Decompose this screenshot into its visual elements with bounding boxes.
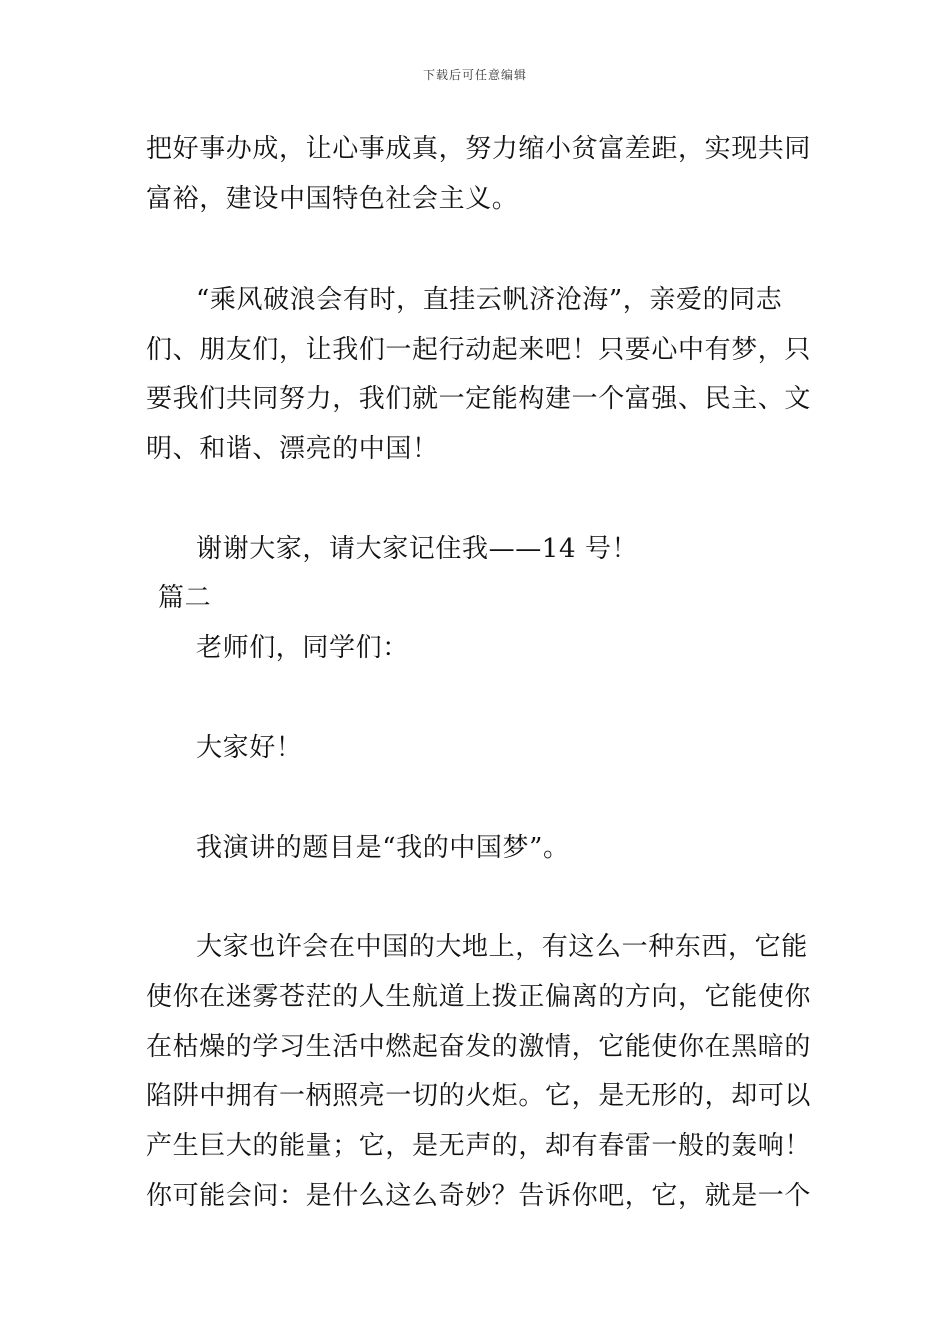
text-line: 大家好！ — [196, 733, 303, 763]
text-line: 我演讲的题目是“我的中国梦”。 — [196, 833, 570, 863]
text-line: 陷阱中拥有一柄照亮一切的火炬。它，是无形的，却可以 — [146, 1081, 812, 1111]
text-line: 要我们共同努力，我们就一定能构建一个富强、民主、文 — [146, 384, 812, 414]
text-line: 大家也许会在中国的大地上，有这么一种东西，它能 — [196, 932, 808, 962]
text-line: 富裕，建设中国特色社会主义。 — [146, 184, 519, 214]
text-line: 在枯燥的学习生活中燃起奋发的激情，它能使你在黑暗的 — [146, 1032, 812, 1062]
text-line: 谢谢大家，请大家记住我——14 号！ — [196, 534, 639, 564]
text-line: 明、和谐、漂亮的中国！ — [146, 434, 439, 464]
text-line: 你可能会问：是什么这么奇妙？告诉你吧，它，就是一个 — [146, 1181, 812, 1211]
text-line: 使你在迷雾苍茫的人生航道上拨正偏离的方向，它能使你 — [146, 982, 812, 1012]
text-line: 把好事办成，让心事成真，努力缩小贫富差距，实现共同 — [146, 134, 812, 164]
page-header: 下载后可任意编辑 — [422, 68, 527, 82]
text-line: “乘风破浪会有时，直挂云帆济沧海”，亲爱的同志 — [196, 285, 783, 315]
text-line: 产生巨大的能量；它，是无声的，却有春雷一般的轰响！ — [146, 1131, 812, 1161]
section-heading: 篇二 — [158, 583, 212, 613]
text-line: 老师们，同学们： — [196, 633, 409, 663]
text-line: 们、朋友们，让我们一起行动起来吧！只要心中有梦，只 — [146, 335, 812, 365]
